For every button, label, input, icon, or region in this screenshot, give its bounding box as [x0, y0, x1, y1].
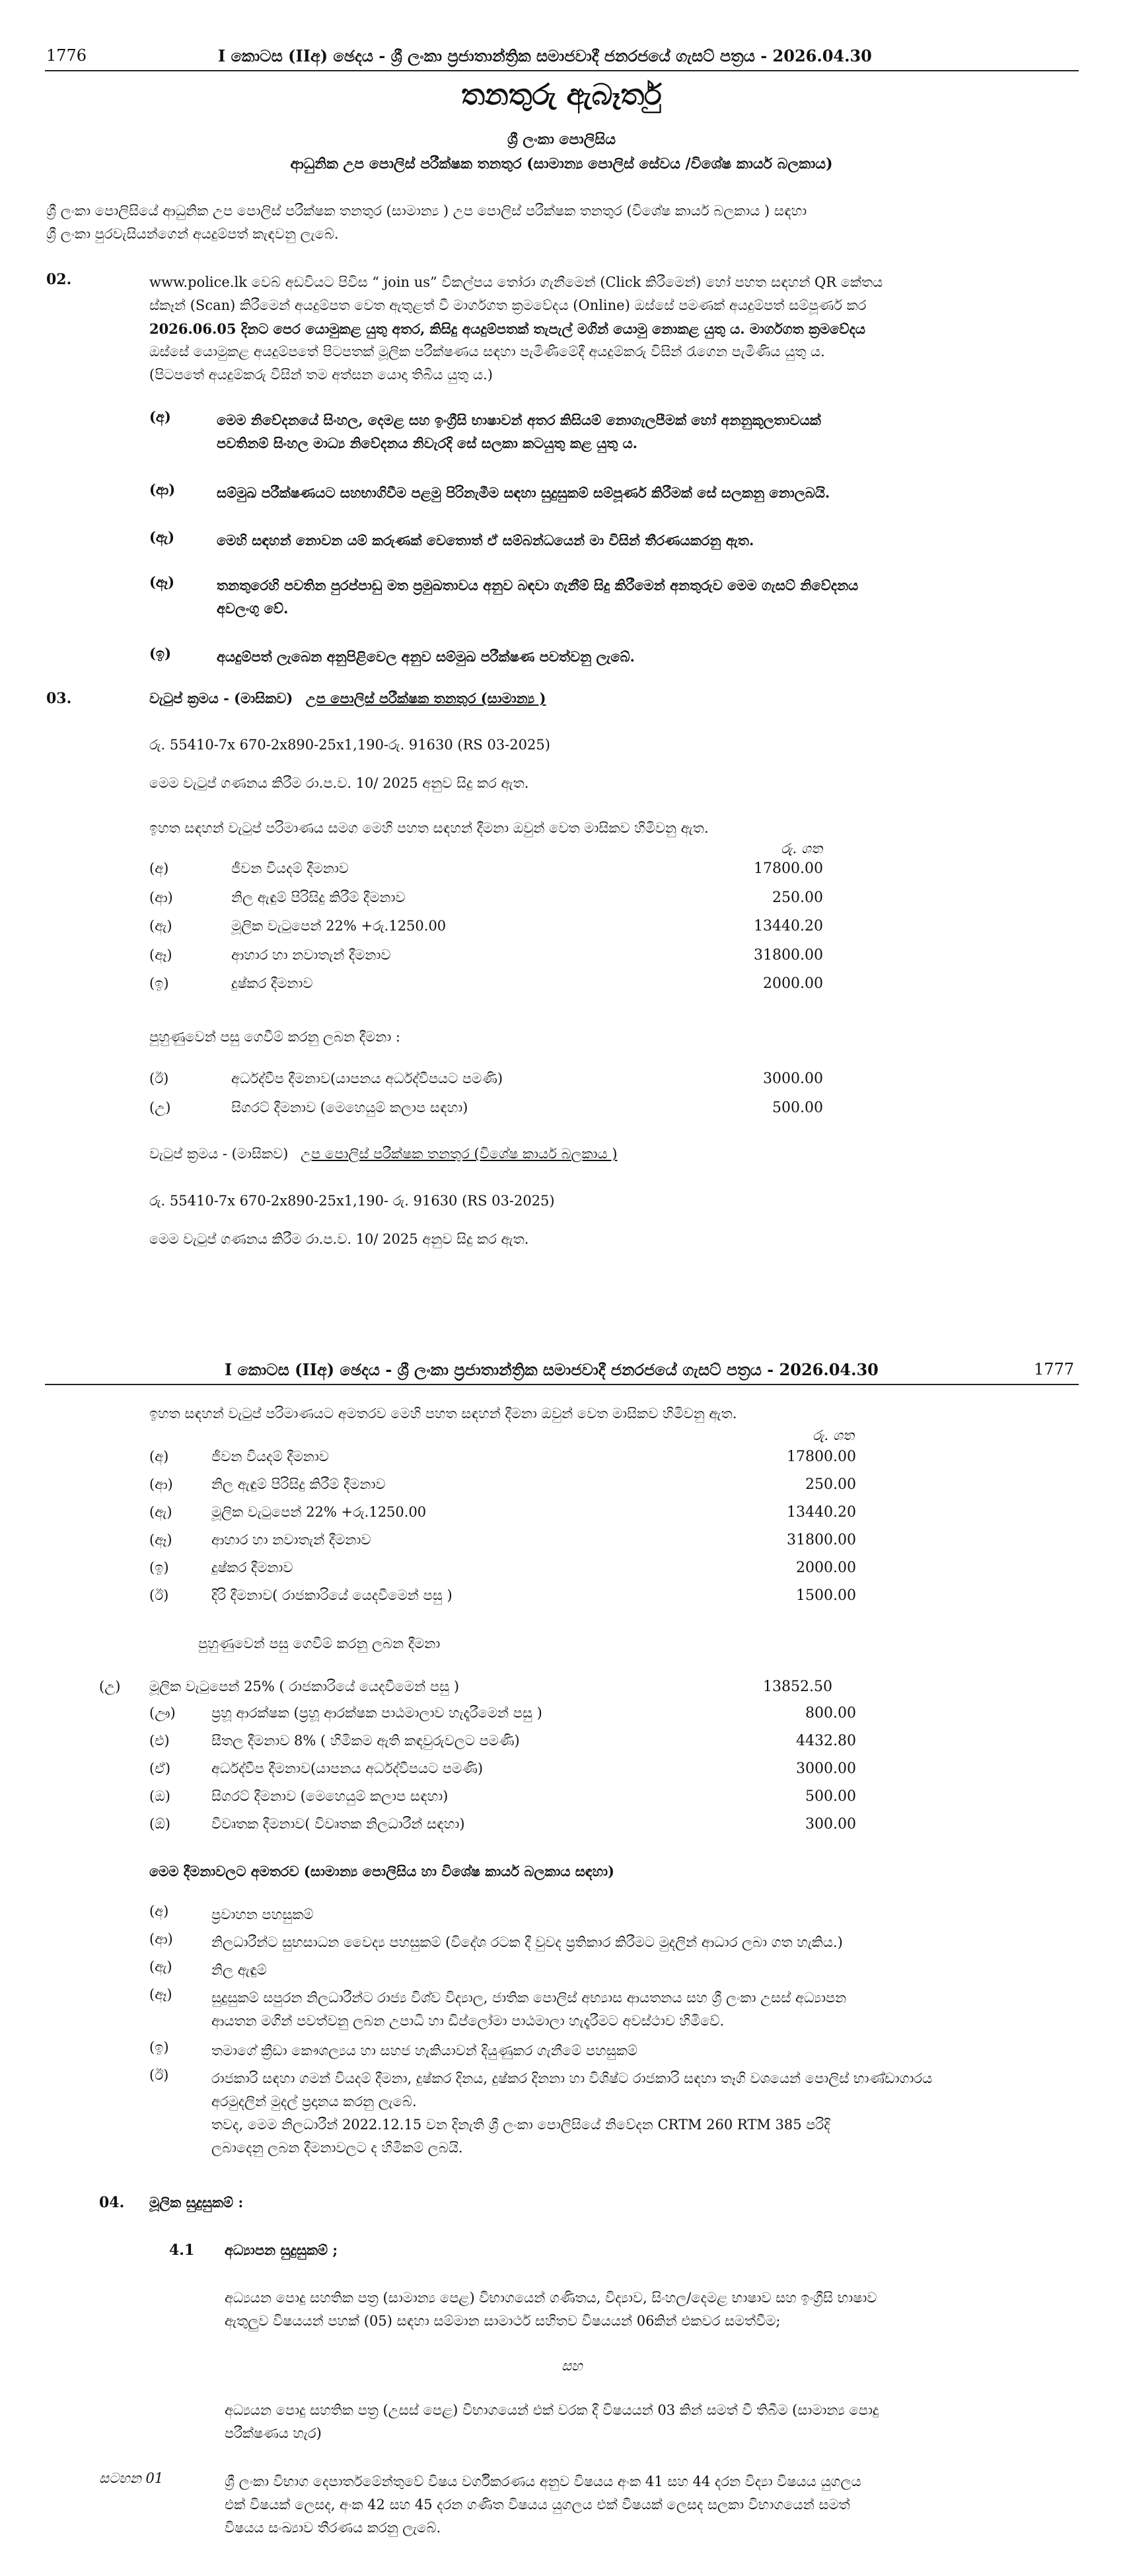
al-requirement [225, 2399, 879, 2445]
allowance-label: මූලික වැටුපෙන් 25% ( රාජකාරියේ යෙදවීමෙන් පසු ) [149, 1679, 460, 1694]
benefit-line: ලබාදෙනු ලබන දීමනාවලට ද හිමිකම් ලබයි. [211, 2140, 463, 2156]
allowance-value: 2000.00 [796, 1560, 856, 1576]
intro-line: ශ්‍රී ලංකා පොලිසියේ ආධුනික උප පොලිස් පරීක්ෂක තනතුර (සාමාන්‍ය ) උප පොලිස් පරීක්ෂක තනතුර (විශේෂ කාර්ය බලකාය ) සඳහා [46, 203, 807, 219]
after-training-heading: පුහුණුවෙන් පසු ගෙවීම් කරනු ලබන දීමනා : [149, 1029, 400, 1045]
allowance-value: 31800.00 [754, 947, 823, 964]
condition-line: මෙම නිවේදනයේ සිංහල, දෙමළ සහ ඉංග්‍රීසි භාෂාවන් අතර කිසියම් නොගැලපීමක් හෝ අනනුකූලතාවයක් [217, 412, 821, 428]
conjunction-and: සහ [562, 2358, 583, 2374]
benefit-mark: (ඊ) [149, 2067, 169, 2083]
salary-heading-post: උප පොලිස් පරීක්ෂක තනතුර (විශේෂ කාර්ය බලකාය ) [300, 1146, 618, 1162]
benefit-item [211, 2067, 1070, 2160]
currency-unit: රු. ශත [813, 1427, 854, 1443]
intro-line: ශ්‍රී ලංකා පුරවැසියන්ගෙන් අයදුම්පත් කැඳවනු ලැබේ. [46, 226, 339, 242]
allowance-mark: (අ) [149, 1449, 169, 1464]
allowance-label: ජීවන වියදම් දීමනාව [211, 1449, 329, 1464]
note-label: සටහන 01 [99, 2470, 164, 2486]
extra-benefits-heading: මෙම දීමනාවලට අමතරව (සාමාන්‍ය පොලිසිය හා විශේෂ කාර්ය බලකාය සඳහා) [149, 1863, 614, 1879]
requirement-line: අධ්‍යයන පොදු සහතික පත්‍ර (උසස් පෙළ) විභාගයෙන් එක් වරක දී විෂයයන් 03 කින් සමත් වී තිබීම (සාමාන්‍ය පොදු [225, 2402, 879, 2418]
allowance-label: අර්ධද්වීප දීමනාව(යාපනය අර්ධද්වීපයට පමණි) [231, 1071, 503, 1086]
allowance-value: 17800.00 [787, 1449, 856, 1465]
benefit-line: රාජකාරි සඳහා ගමන් වියදම් දීමනා, දුෂ්කර දිනය, දුෂ්කර දිනනා හා විශිෂ්ට රාජකාරි සඳහා තෑගි වශයෙන් පොලිස් භාණ්ඩාගාරය [211, 2070, 933, 2086]
allowance-mark: (ඕ) [149, 1816, 170, 1832]
allowance-label: මූලික වැටුපෙන් 22% +රු.1250.00 [211, 1504, 427, 1520]
benefit-item: නිල ඇඳුම් [211, 1962, 267, 1978]
allowance-value: 13440.20 [787, 1504, 856, 1521]
salary-circular: මෙම වැටුප් ගණනය කිරීම රා.ප.ව. 10/ 2025 අනුව සිදු කර ඇත. [149, 1231, 529, 1247]
allowance-label: විවෘතක දීමනාව( විවෘතක නිලධාරීන් සඳහා) [211, 1816, 465, 1832]
allowance-label: නිල ඇඳුම් පිරිසිදු කිරීම් දීමනාව [231, 890, 406, 905]
salary-heading [149, 690, 546, 707]
allowance-mark: (ඒ) [149, 1761, 171, 1776]
note-line: එක් විෂයක් ලෙසද, අංක 42 සහ 45 දරන ගණිත විෂයය යුගලය එක් විෂයක් ලෙසද සලකා විභාගයෙන් සමත් [225, 2497, 850, 2513]
allowance-mark: (ඈ) [149, 947, 172, 963]
condition-mark: (ආ) [149, 481, 176, 498]
salary-circular: මෙම වැටුප් ගණනය කිරීම රා.ප.ව. 10/ 2025 අනුව සිදු කර ඇත. [149, 775, 529, 791]
section-02-line: ඔස්සේ යොමුකළ අයදුම්පතේ පිටපතක් මූලික පරීක්ෂණය සඳහා පැමිණීමේදී අයදුම්කරු විසින් රැගෙන පැමිණිය යුතු ය. [149, 344, 825, 360]
benefit-mark: (ඉ) [149, 2039, 169, 2055]
allowance-mark: (ආ) [149, 1476, 173, 1492]
benefit-line: අරමුදලින් මුදල් ප්‍රදානය කරනු ලැබේ. [211, 2094, 417, 2109]
allowance-label: අර්ධද්වීප දීමනාව(යාපනය අර්ධද්වීපයට පමණි) [211, 1761, 484, 1776]
subsection-number: 4.1 [169, 2242, 195, 2259]
condition-item [217, 408, 821, 455]
allowance-mark: (ඌ) [149, 1705, 176, 1721]
allowance-value: 300.00 [805, 1816, 856, 1833]
allowance-label: මූලික වැටුපෙන් 22% +රු.1250.00 [231, 918, 447, 934]
allowance-mark: (ඉ) [149, 975, 169, 991]
allowance-value: 250.00 [805, 1476, 856, 1493]
benefit-item [211, 1987, 846, 2033]
benefit-mark: (අ) [149, 1903, 169, 1919]
condition-line: අවලංගු වේ. [217, 600, 289, 617]
allowance-intro: ඉහත සඳහන් වැටුප් පරිමාණයට අමතරව මෙහි පහත සඳහන් දීමනා ඔවුන් වෙත මාසිකව හිමිවනු ඇත. [149, 1406, 737, 1421]
allowance-mark: (ඇ) [149, 918, 172, 934]
allowance-label: දුෂ්කර දීමනාව [211, 1560, 293, 1575]
salary-heading-sf [149, 1146, 617, 1162]
note-line: ශ්‍රී ලංකා විභාග දෙපාර්තමේන්තුවේ විෂය වර්ගීකරණය අනුව විෂයය අංක 41 සහ 44 දරන විද්‍යා විෂයය යුගලය [225, 2474, 861, 2489]
allowance-mark: (ඔ) [149, 1788, 170, 1804]
allowance-mark: (ඉ) [149, 1560, 169, 1575]
intro-paragraph [46, 200, 807, 246]
page-number: 1777 [1034, 1360, 1075, 1379]
gazette-header: I කොටස (IIඅ) ඡෙදය - ශ්‍රී ලංකා ප්‍රජාතාන්ත්‍රික සමාජවාදී ජනරජයේ ගැසට් පත්‍රය - 2026.04.30 [218, 46, 872, 65]
allowance-value: 1500.00 [796, 1587, 856, 1604]
benefit-line: තවද, මෙම නිලධාරීන් 2022.12.15 වන දිනැති ශ්‍රී ලංකා පොලිසියේ නිවේදන CRTM 260 RTM 385 පරිදි [211, 2117, 830, 2133]
allowance-mark: (උ) [99, 1679, 121, 1694]
gazette-header: I කොටස (IIඅ) ඡෙදය - ශ්‍රී ලංකා ප්‍රජාතාන්ත්‍රික සමාජවාදී ජනරජයේ ගැසට් පත්‍රය - 2026.04.30 [225, 1360, 879, 1379]
condition-item [217, 574, 858, 620]
condition-line: තනතුරෙහි පවතින පුරප්පාඩු මත ප්‍රමුඛතාවය අනුව බඳවා ගැනීම් සිදු කිරීමෙන් අනතුරුව මෙම ගැසට් නිවේදනය [217, 577, 859, 593]
allowance-value: 13440.20 [754, 918, 823, 934]
allowance-value: 13852.50 [763, 1679, 832, 1695]
requirement-line: අධ්‍යයන පොදු සහතික පත්‍ර (සාමාන්‍ය පෙළ) විභාගයෙන් ගණිතය, විද්‍යාව, සිංහල/දෙමළ භාෂාව සහ ඉංග්‍රීසි භාෂාව [225, 2290, 877, 2306]
document-title: තනතුරු ඇබෑර්තු [461, 78, 662, 112]
salary-heading-post: උප පොලිස් පරීක්ෂක තනතුර (සාමාන්‍ය ) [305, 690, 546, 706]
section-number-03: 03. [46, 690, 72, 707]
benefit-line: සුදුසුකම් සපුරන නිලධාරීන්ට රාජ්‍ය විශ්ව විද්‍යාල, ජාතික පොලිස් අභ්‍යාස ආයතනය සහ ශ්‍රී ලංකා උසස් අධ්‍යාපන [211, 1990, 847, 2006]
allowance-mark: (උ) [149, 1100, 171, 1116]
allowance-label: සිගරට් දීමනාව (මෙහෙයුම් කලාප සඳහා) [231, 1100, 468, 1116]
currency-unit: රු. ශත [781, 841, 822, 856]
allowance-intro: ඉහත සඳහන් වැටුප් පරිමාණය සමග මෙහි පහත සඳහන් දීමනා ඔවුන් වෙත මාසිකව හිමිවනු ඇත. [149, 820, 709, 836]
section-02-line: 2026.06.05 දිනට පෙර යොමුකළ යුතු අතර, කිසිදු අයදුම්පතක් තැපැල් මගින් යොමු නොකළ යුතු ය. මාර්ගගත ක්‍රමවේදය [149, 321, 865, 337]
allowance-value: 4432.80 [796, 1733, 856, 1749]
education-heading: අධ්‍යාපන සුදුසුකම් ; [225, 2242, 338, 2258]
page-number: 1776 [46, 46, 87, 65]
benefit-item: ප්‍රවාහන පහසුකම් [211, 1907, 314, 1922]
allowance-value: 3000.00 [796, 1761, 856, 1777]
note-line: විෂයය සංඛ්‍යාව තීරණය කරනු ලැබේ. [225, 2520, 441, 2536]
condition-item: අයදුම්පත් ලැබෙන අනුපිළිවෙල අනුව සම්මුඛ පරීක්ෂණ පවත්වනු ලැබේ. [217, 648, 635, 665]
allowance-mark: (අ) [149, 860, 169, 876]
benefit-mark: (ඇ) [149, 1959, 172, 1975]
condition-mark: (ඈ) [149, 574, 175, 590]
allowance-label: දුෂ්කර දීමනාව [231, 975, 313, 991]
section-number-04: 04. [99, 2194, 125, 2211]
organization-name: ශ්‍රී ලංකා පොලිසිය [507, 131, 616, 148]
allowance-value: 31800.00 [787, 1532, 856, 1548]
requirement-line: පරීක්ෂණය හැර) [225, 2425, 322, 2441]
ol-requirement [225, 2287, 877, 2333]
salary-heading-label: වැටුප් ක්‍රමය - (මාසිකව) [149, 690, 293, 706]
condition-line: පවතිනම් සිංහල මාධ්‍ය නිවේදනය නිවැරදි සේ සලකා කටයුතු කළ යුතු ය. [217, 435, 637, 451]
allowance-value: 2000.00 [763, 975, 823, 992]
benefit-mark: (ඈ) [149, 1987, 172, 2002]
benefit-line: ආයතන මගින් පවත්වනු ලබන උපාධි හා ඩිප්ලෝමා පාඨමාලා හැදෑරීමට අවස්ථාව හිමිවේ. [211, 2013, 725, 2029]
section-02-line: (පිටපතේ අයදුම්කරු විසින් තම අත්සන යොදා තිබිය යුතු ය.) [149, 367, 493, 383]
allowance-label: ප්‍රහූ ආරක්ෂක (ප්‍රහූ ආරක්ෂක පාඨමාලාව හැදෑරීමෙන් පසු ) [211, 1705, 542, 1721]
section-number-02: 02. [46, 271, 72, 288]
post-subtitle: ආධුනික උප පොලිස් පරීක්ෂක තනතුර (සාමාන්‍ය පොලිස් සේවය /විශේෂ කාර්ය බලකාය) [290, 155, 833, 172]
salary-scale: රු. 55410-7x 670-2x890-25x1,190- රු. 91630 (RS 03-2025) [149, 1193, 555, 1209]
condition-mark: (ඉ) [149, 645, 172, 662]
header-rule [45, 1384, 1079, 1385]
allowance-label: සීතල දීමනාව 8% ( හිමිකම ඇති කඳවුරුවලට පමණි) [211, 1733, 520, 1749]
benefit-mark: (ආ) [149, 1931, 173, 1947]
allowance-value: 500.00 [772, 1100, 823, 1116]
allowance-value: 17800.00 [754, 860, 823, 877]
allowance-value: 250.00 [772, 890, 823, 906]
condition-mark: (අ) [149, 408, 171, 425]
condition-mark: (ඇ) [149, 529, 175, 545]
allowance-label: ජීවන වියදම් දීමනාව [231, 860, 349, 876]
salary-heading-label: වැටුප් ක්‍රමය - (මාසිකව) [149, 1146, 289, 1162]
salary-scale: රු. 55410-7x 670-2x890-25x1,190-රු. 91630 (RS 03-2025) [149, 737, 550, 753]
allowance-value: 800.00 [805, 1705, 856, 1722]
benefit-item: තමාගේ ක්‍රීඩා කෞශල්‍යය හා සහජ හැකියාවන් දියුණුකර ගැනීමේ පහසුකම් [211, 2043, 637, 2059]
allowance-label: ආහාර හා නවාතැන් දීමනාව [231, 947, 391, 963]
allowance-mark: (ඇ) [149, 1504, 172, 1520]
benefit-item: නිලධාරීන්ට සුභසාධන වෛද්‍ය පහසුකම් (විදේශ රටක දී වුවද ප්‍රතිකාර කිරීමට මුදලින් ආධාර ලබා ගත හැකිය.) [211, 1934, 843, 1950]
requirement-line: ඇතුලුව විෂයයන් පහක් (05) සඳහා සම්මාන සාමාර්ථ සහිතව විෂයයන් 06කින් එකවර සමත්වීම; [225, 2313, 781, 2329]
note-text [225, 2470, 861, 2540]
allowance-label: ආහාර හා නවාතැන් දීමනාව [211, 1532, 371, 1548]
allowance-mark: (ආ) [149, 890, 173, 905]
allowance-label: දිරි දීමනාව( රාජකාරියේ යෙදවීමෙන් පසු ) [211, 1587, 453, 1603]
section-02-line: www.police.lk වෙබ් අඩවියට පිවිස “ join us” විකල්පය තෝරා ගැනීමෙන් (Click කිරීමෙන්) හෝ පහත සඳහන් QR කේතය [149, 274, 883, 290]
section-02-body [149, 271, 1074, 387]
allowance-label: නිල ඇඳුම් පිරිසිදු කිරීම් දීමනාව [211, 1476, 386, 1492]
header-rule [45, 70, 1079, 71]
allowance-value: 3000.00 [763, 1071, 823, 1087]
allowance-mark: (ඊ) [149, 1071, 169, 1086]
allowance-mark: (ඊ) [149, 1587, 169, 1603]
condition-item: මෙහි සඳහන් නොවන යම් කරුණක් වෙතොත් ඒ සම්බන්ධයෙන් මා විසින් තීරණයකරනු ඇත. [217, 532, 754, 549]
allowance-label: සිගරට් දීමනාව (මෙහෙයුම් කලාප සඳහා) [211, 1788, 449, 1804]
qualifications-heading: මූලික සුදුසුකම් : [149, 2194, 244, 2211]
section-02-line: ස්කෑන් (Scan) කිරීමෙන් අයදුම්පත වෙත ඇතුළත් වී මාර්ගගත ක්‍රමවේදය (Online) ඔස්සේ පමණක් අයදුම්පත් සම්පූර්ණ කර [149, 297, 867, 313]
after-training-heading: පුහුණුවෙන් පසු ගෙවීම් කරනු ලබන දීමනා [198, 1636, 441, 1651]
allowance-value: 500.00 [805, 1788, 856, 1805]
allowance-mark: (එ) [149, 1733, 170, 1749]
condition-item: සම්මුඛ පරීක්ෂණයට සහභාගිවීම පළමු පිරිනැමීම සඳහා සුදුසුකම් සම්පූර්ණ කිරීමක් සේ සලකනු නොලබයි. [217, 484, 830, 501]
allowance-mark: (ඈ) [149, 1532, 172, 1548]
